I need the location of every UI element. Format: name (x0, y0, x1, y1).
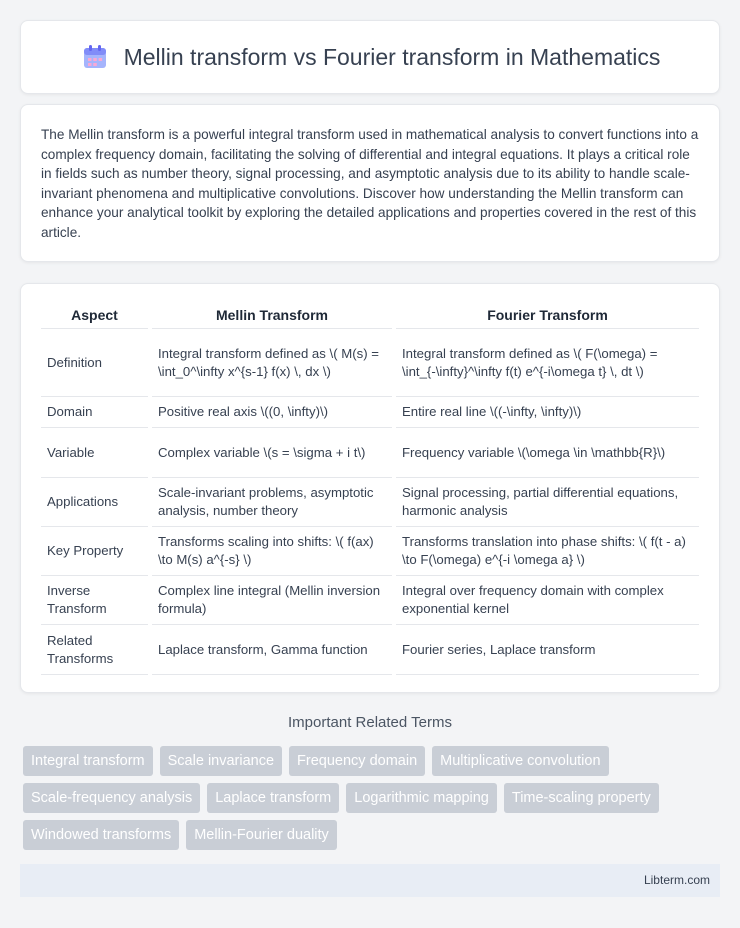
cell-mellin: Complex variable \(s = \sigma + i t\) (152, 428, 392, 478)
cell-aspect: Variable (41, 428, 148, 478)
cell-aspect: Inverse Transform (41, 576, 148, 625)
table-row (41, 329, 699, 397)
page-title: Mellin transform vs Fourier transform in Mathematics (123, 43, 661, 70)
cell-mellin: Scale-invariant problems, asymptotic analysis, number theory (152, 478, 392, 527)
tag-logarithmic-mapping[interactable]: Logarithmic mapping (346, 783, 497, 813)
cell-mellin: Laplace transform, Gamma function (152, 625, 392, 675)
cell-fourier: Integral over frequency domain with complex exponential kernel (396, 576, 699, 625)
cell-fourier: Fourier series, Laplace transform (396, 625, 699, 675)
tag-integral-transform[interactable]: Integral transform (23, 746, 153, 776)
header-aspect: Aspect (41, 301, 148, 329)
table-row (41, 428, 699, 478)
cell-fourier: Transforms translation into phase shifts: \( f(t - a) \to F(\omega) e^{-i \omega a} \) (396, 527, 699, 576)
header-fourier: Fourier Transform (396, 301, 699, 329)
cell-mellin: Complex line integral (Mellin inversion formula) (152, 576, 392, 625)
table-row (41, 527, 699, 576)
cell-aspect: Definition (41, 329, 148, 397)
calendar-icon (80, 42, 110, 72)
cell-aspect: Domain (41, 397, 148, 428)
table-header-row (41, 301, 699, 329)
tag-scale-frequency-analysis[interactable]: Scale-frequency analysis (23, 783, 200, 813)
tag-mellin-fourier-duality[interactable]: Mellin-Fourier duality (186, 820, 337, 850)
table-row (41, 478, 699, 527)
tag-multiplicative-convolution[interactable]: Multiplicative convolution (432, 746, 608, 776)
intro-card (20, 104, 720, 262)
comparison-table (37, 301, 703, 675)
cell-fourier: Signal processing, partial differential equations, harmonic analysis (396, 478, 699, 527)
tag-time-scaling-property[interactable]: Time-scaling property (504, 783, 659, 813)
cell-aspect: Key Property (41, 527, 148, 576)
related-terms-tags (23, 746, 723, 850)
cell-fourier: Integral transform defined as \( F(\omega) = \int_{-\infty}^\infty f(t) e^{-i\omega t} \, dt \) (396, 329, 699, 397)
cell-aspect: Applications (41, 478, 148, 527)
tag-laplace-transform[interactable]: Laplace transform (207, 783, 339, 813)
cell-fourier: Frequency variable \(\omega \in \mathbb{R}\) (396, 428, 699, 478)
cell-mellin: Transforms scaling into shifts: \( f(ax) \to M(s) a^{-s} \) (152, 527, 392, 576)
comparison-table-card (20, 283, 720, 693)
table-row (41, 397, 699, 428)
cell-mellin: Integral transform defined as \( M(s) = \int_0^\infty x^{s-1} f(x) \, dx \) (152, 329, 392, 397)
tag-scale-invariance[interactable]: Scale invariance (160, 746, 282, 776)
cell-aspect: Related Transforms (41, 625, 148, 675)
table-row (41, 625, 699, 675)
intro-paragraph: The Mellin transform is a powerful integral transform used in mathematical analysis to convert functions into a complex frequency domain, facilitating the solving of differential and integral equations. It plays a critical role in fields such as number theory, signal processing, and asymptotic analysis due to its ability to handle scale-invariant phenomena and multiplicative convolutions. Discover how understanding the Mellin transform can enhance your analytical toolkit by exploring the detailed applications and properties covered in the rest of this article. (41, 127, 699, 240)
tag-frequency-domain[interactable]: Frequency domain (289, 746, 425, 776)
table-row (41, 576, 699, 625)
footer (20, 864, 720, 897)
footer-site-link[interactable]: Libterm.com (643, 873, 710, 887)
related-terms-heading: Important Related Terms (288, 714, 452, 731)
cell-fourier: Entire real line \((-\infty, \infty)\) (396, 397, 699, 428)
tag-windowed-transforms[interactable]: Windowed transforms (23, 820, 179, 850)
cell-mellin: Positive real axis \((0, \infty)\) (152, 397, 392, 428)
header-mellin: Mellin Transform (152, 301, 392, 329)
header-card (20, 20, 720, 94)
